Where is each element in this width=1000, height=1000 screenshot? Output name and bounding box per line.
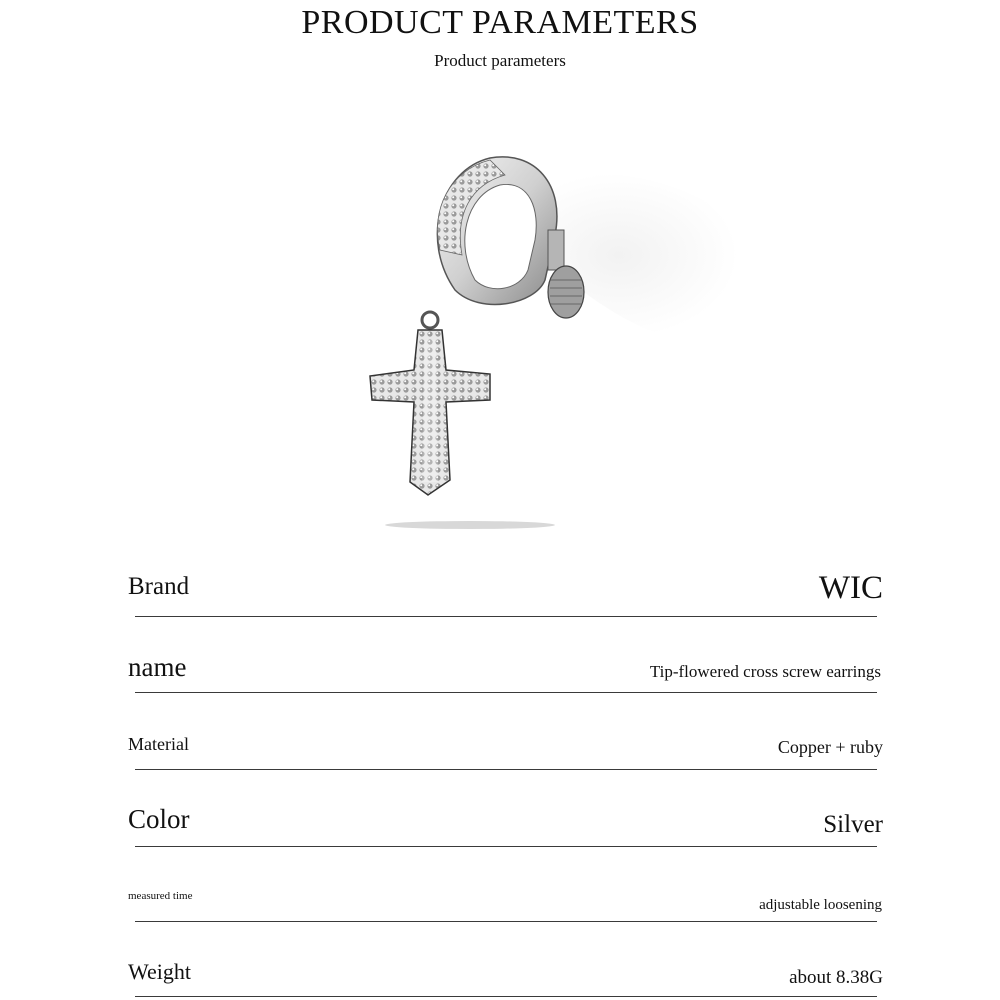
param-value-measured-time: adjustable loosening (759, 897, 882, 913)
param-label-material: Material (128, 734, 189, 754)
param-label-name: name (128, 652, 187, 682)
cross-pendant (370, 330, 490, 495)
page-title: PRODUCT PARAMETERS (301, 4, 699, 41)
row-divider (135, 921, 877, 922)
param-value-weight: about 8.38G (789, 967, 883, 988)
cross-earring-image (330, 130, 770, 550)
param-label-measured-time: measured time (128, 890, 193, 902)
row-divider (135, 616, 877, 617)
param-label-color: Color (128, 804, 190, 834)
screw-post (548, 230, 564, 270)
page-subtitle: Product parameters (434, 51, 566, 70)
pendant-shadow (385, 521, 555, 529)
row-divider (135, 769, 877, 770)
bail-ring (422, 312, 438, 328)
param-value-name: Tip-flowered cross screw earrings (649, 662, 881, 681)
row-divider (135, 846, 877, 847)
param-label-brand: Brand (128, 573, 190, 600)
param-label-weight: Weight (128, 959, 191, 984)
row-divider (135, 692, 877, 693)
param-value-brand: WIC (818, 570, 883, 606)
param-value-material: Copper + ruby (777, 737, 883, 757)
screw-back (548, 266, 584, 318)
row-divider (135, 996, 877, 997)
param-value-color: Silver (823, 811, 883, 838)
